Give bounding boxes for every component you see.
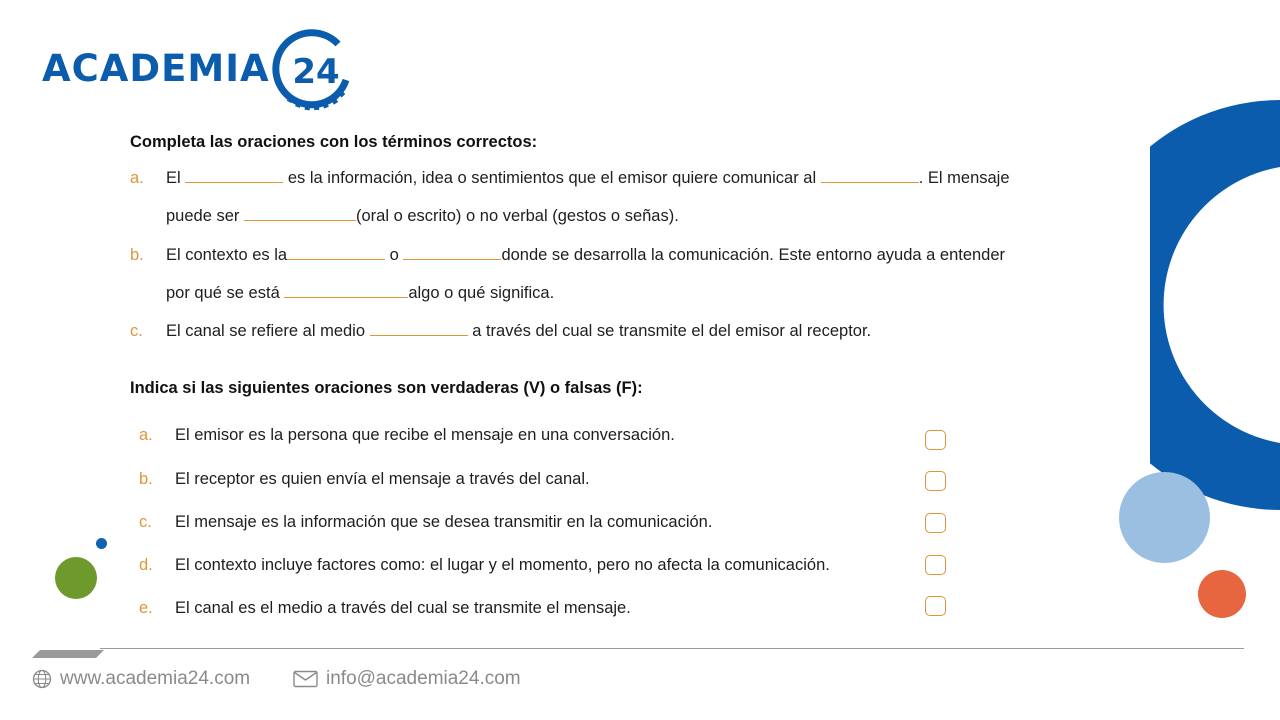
answer-blank[interactable] xyxy=(370,321,468,336)
item-letter: a. xyxy=(130,169,144,187)
item-letter: b. xyxy=(130,246,144,264)
logo-wordmark: ACADEMIA xyxy=(42,47,270,90)
sentence-text: o xyxy=(389,246,399,264)
section2-title: Indica si las siguientes oraciones son verdaderas (V) o falsas (F): xyxy=(130,379,643,397)
true-false-statement: El emisor es la persona que recibe el mensaje en una conversación. xyxy=(175,426,675,444)
globe-icon xyxy=(32,669,52,689)
sentence-text: El contexto es la xyxy=(166,246,288,264)
envelope-icon xyxy=(293,670,318,688)
true-false-statement: El receptor es quien envía el mensaje a través del canal. xyxy=(175,470,590,488)
logo-number: 24 xyxy=(292,52,340,92)
fill-sentence-b-line2 xyxy=(166,283,554,303)
sentence-text: (oral o escrito) o no verbal (gestos o señas). xyxy=(355,207,679,225)
answer-checkbox[interactable] xyxy=(925,513,946,533)
sentence-text: puede ser xyxy=(166,207,240,225)
answer-blank[interactable] xyxy=(284,283,408,298)
footer-email[interactable] xyxy=(293,668,521,690)
item-letter: e. xyxy=(139,599,153,617)
decorative-blue-dot xyxy=(96,538,107,549)
fill-sentence-a-line2 xyxy=(166,206,679,226)
answer-blank[interactable] xyxy=(185,168,283,183)
sentence-text: a través del cual se transmite el del emisor al receptor. xyxy=(472,322,872,340)
website-url: www.academia24.com xyxy=(60,668,251,689)
true-false-statement: El mensaje es la información que se desea transmitir en la comunicación. xyxy=(175,513,713,531)
fill-sentence-a-line1 xyxy=(166,168,1010,188)
answer-blank[interactable] xyxy=(287,245,385,260)
answer-blank[interactable] xyxy=(821,168,919,183)
answer-blank[interactable] xyxy=(403,245,501,260)
email-address: info@academia24.com xyxy=(326,668,521,689)
footer-divider xyxy=(100,648,1244,649)
item-letter: c. xyxy=(130,322,143,340)
true-false-statement: El contexto incluye factores como: el lugar y el momento, pero no afecta la comunicación. xyxy=(175,556,830,574)
answer-checkbox[interactable] xyxy=(925,555,946,575)
decorative-blue-arc xyxy=(1150,100,1280,510)
decorative-orange-circle xyxy=(1198,570,1246,618)
decorative-green-circle xyxy=(55,557,97,599)
sentence-text: . El mensaje xyxy=(918,169,1010,187)
sentence-text: es la información, idea o sentimientos que el emisor quiere comunicar al xyxy=(287,169,817,187)
academia24-logo xyxy=(42,28,362,112)
sentence-text: por qué se está xyxy=(166,284,280,302)
sentence-text: El canal se refiere al medio xyxy=(166,322,366,340)
section1-title: Completa las oraciones con los términos correctos: xyxy=(130,133,538,151)
logo-24-ring xyxy=(272,28,362,112)
fill-sentence-c-line1 xyxy=(166,321,871,341)
sentence-text: El xyxy=(166,169,181,187)
item-letter: a. xyxy=(139,426,153,444)
answer-blank[interactable] xyxy=(244,206,356,221)
item-letter: d. xyxy=(139,556,153,574)
sentence-text: algo o qué significa. xyxy=(408,284,555,302)
answer-checkbox[interactable] xyxy=(925,596,946,616)
item-letter: c. xyxy=(139,513,152,531)
answer-checkbox[interactable] xyxy=(925,471,946,491)
sentence-text: donde se desarrolla la comunicación. Este entorno ayuda a entender xyxy=(501,246,1006,264)
decorative-light-blue-circle xyxy=(1119,472,1210,563)
footer-website[interactable] xyxy=(32,668,250,690)
footer-accent-bar xyxy=(32,650,104,658)
answer-checkbox[interactable] xyxy=(925,430,946,450)
item-letter: b. xyxy=(139,470,153,488)
true-false-statement: El canal es el medio a través del cual se transmite el mensaje. xyxy=(175,599,631,617)
fill-sentence-b-line1 xyxy=(166,245,1005,265)
